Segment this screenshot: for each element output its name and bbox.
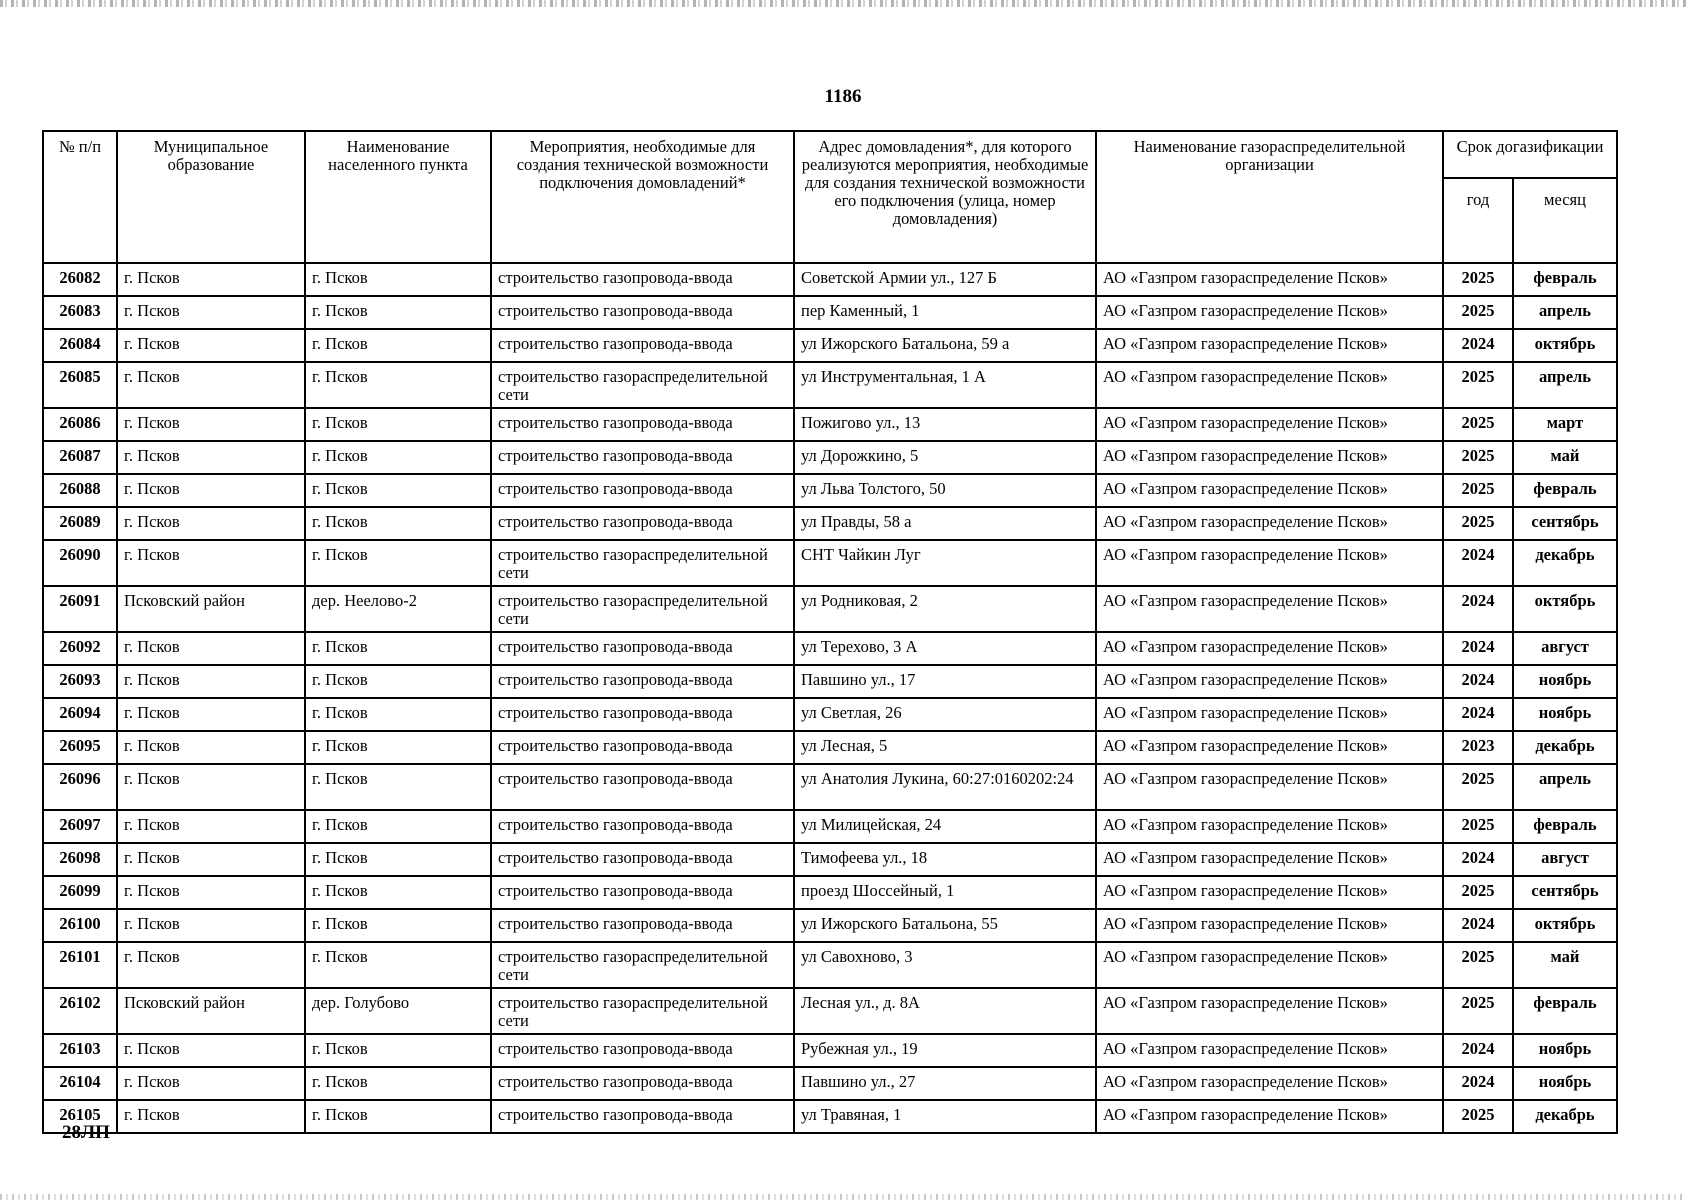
footer-code: 28ЛП [62, 1122, 110, 1143]
header-municipality: Муниципальное образование [117, 131, 305, 263]
settlement-cell: г. Псков [305, 329, 491, 362]
measure-cell: строительство газопровода-ввода [491, 408, 794, 441]
table-row [43, 1034, 1617, 1067]
organization-cell: АО «Газпром газораспределение Псков» [1096, 810, 1443, 843]
municipality-cell: г. Псков [117, 296, 305, 329]
row-number-cell: 26097 [43, 810, 117, 843]
row-number-cell: 26104 [43, 1067, 117, 1100]
month-cell: декабрь [1513, 731, 1617, 764]
settlement-cell: г. Псков [305, 810, 491, 843]
municipality-cell: г. Псков [117, 731, 305, 764]
settlement-cell: г. Псков [305, 1034, 491, 1067]
scan-edge-bottom [0, 1194, 1686, 1200]
municipality-cell: г. Псков [117, 263, 305, 296]
measure-cell: строительство газопровода-ввода [491, 441, 794, 474]
header-measures: Мероприятия, необходимые для создания технической возможности подключения домовладений* [491, 131, 794, 263]
table-row [43, 329, 1617, 362]
month-cell: сентябрь [1513, 507, 1617, 540]
month-cell: август [1513, 632, 1617, 665]
year-cell: 2024 [1443, 586, 1513, 632]
table-row [43, 698, 1617, 731]
measure-cell: строительство газопровода-ввода [491, 632, 794, 665]
measure-cell: строительство газопровода-ввода [491, 665, 794, 698]
settlement-cell: г. Псков [305, 942, 491, 988]
settlement-cell: г. Псков [305, 507, 491, 540]
municipality-cell: г. Псков [117, 329, 305, 362]
organization-cell: АО «Газпром газораспределение Псков» [1096, 698, 1443, 731]
row-number-cell: 26087 [43, 441, 117, 474]
organization-cell: АО «Газпром газораспределение Псков» [1096, 909, 1443, 942]
measure-cell: строительство газопровода-ввода [491, 810, 794, 843]
measure-cell: строительство газопровода-ввода [491, 296, 794, 329]
organization-cell: АО «Газпром газораспределение Псков» [1096, 1100, 1443, 1133]
municipality-cell: г. Псков [117, 876, 305, 909]
organization-cell: АО «Газпром газораспределение Псков» [1096, 988, 1443, 1034]
year-cell: 2025 [1443, 441, 1513, 474]
address-cell: проезд Шоссейный, 1 [794, 876, 1096, 909]
municipality-cell: г. Псков [117, 507, 305, 540]
measure-cell: строительство газопровода-ввода [491, 507, 794, 540]
municipality-cell: г. Псков [117, 632, 305, 665]
organization-cell: АО «Газпром газораспределение Псков» [1096, 329, 1443, 362]
settlement-cell: г. Псков [305, 632, 491, 665]
municipality-cell: г. Псков [117, 843, 305, 876]
address-cell: ул Савохново, 3 [794, 942, 1096, 988]
year-cell: 2024 [1443, 1067, 1513, 1100]
organization-cell: АО «Газпром газораспределение Псков» [1096, 586, 1443, 632]
month-cell: май [1513, 441, 1617, 474]
table-row [43, 988, 1617, 1034]
address-cell: Лесная ул., д. 8А [794, 988, 1096, 1034]
table-row [43, 1100, 1617, 1133]
year-cell: 2024 [1443, 909, 1513, 942]
address-cell: Тимофеева ул., 18 [794, 843, 1096, 876]
table-row [43, 942, 1617, 988]
year-cell: 2024 [1443, 540, 1513, 586]
settlement-cell: г. Псков [305, 474, 491, 507]
row-number-cell: 26092 [43, 632, 117, 665]
organization-cell: АО «Газпром газораспределение Псков» [1096, 876, 1443, 909]
address-cell: ул Лесная, 5 [794, 731, 1096, 764]
settlement-cell: г. Псков [305, 698, 491, 731]
measure-cell: строительство газопровода-ввода [491, 1100, 794, 1133]
measure-cell: строительство газопровода-ввода [491, 909, 794, 942]
address-cell: ул Терехово, 3 А [794, 632, 1096, 665]
year-cell: 2025 [1443, 362, 1513, 408]
municipality-cell: г. Псков [117, 474, 305, 507]
municipality-cell: г. Псков [117, 665, 305, 698]
organization-cell: АО «Газпром газораспределение Псков» [1096, 441, 1443, 474]
measure-cell: строительство газораспределительной сети [491, 362, 794, 408]
header-year: год [1443, 178, 1513, 263]
year-cell: 2024 [1443, 698, 1513, 731]
table-row [43, 764, 1617, 810]
table-row [43, 540, 1617, 586]
settlement-cell: г. Псков [305, 441, 491, 474]
measure-cell: строительство газораспределительной сети [491, 540, 794, 586]
measure-cell: строительство газопровода-ввода [491, 843, 794, 876]
row-number-cell: 26086 [43, 408, 117, 441]
month-cell: декабрь [1513, 1100, 1617, 1133]
municipality-cell: г. Псков [117, 764, 305, 810]
organization-cell: АО «Газпром газораспределение Псков» [1096, 540, 1443, 586]
address-cell: Павшино ул., 17 [794, 665, 1096, 698]
row-number-cell: 26085 [43, 362, 117, 408]
settlement-cell: г. Псков [305, 764, 491, 810]
row-number-cell: 26093 [43, 665, 117, 698]
year-cell: 2025 [1443, 296, 1513, 329]
measure-cell: строительство газопровода-ввода [491, 263, 794, 296]
address-cell: ул Милицейская, 24 [794, 810, 1096, 843]
gasification-table [42, 130, 1618, 1134]
organization-cell: АО «Газпром газораспределение Псков» [1096, 764, 1443, 810]
row-number-cell: 26084 [43, 329, 117, 362]
year-cell: 2024 [1443, 843, 1513, 876]
measure-cell: строительство газораспределительной сети [491, 988, 794, 1034]
year-cell: 2025 [1443, 942, 1513, 988]
table-row [43, 632, 1617, 665]
organization-cell: АО «Газпром газораспределение Псков» [1096, 1034, 1443, 1067]
row-number-cell: 26089 [43, 507, 117, 540]
address-cell: ул Правды, 58 а [794, 507, 1096, 540]
settlement-cell: г. Псков [305, 362, 491, 408]
table-row [43, 408, 1617, 441]
address-cell: ул Инструментальная, 1 А [794, 362, 1096, 408]
month-cell: апрель [1513, 296, 1617, 329]
row-number-cell: 26090 [43, 540, 117, 586]
measure-cell: строительство газопровода-ввода [491, 731, 794, 764]
row-number-cell: 26103 [43, 1034, 117, 1067]
month-cell: сентябрь [1513, 876, 1617, 909]
year-cell: 2025 [1443, 988, 1513, 1034]
municipality-cell: г. Псков [117, 1034, 305, 1067]
organization-cell: АО «Газпром газораспределение Псков» [1096, 296, 1443, 329]
address-cell: ул Ижорского Батальона, 55 [794, 909, 1096, 942]
measure-cell: строительство газораспределительной сети [491, 586, 794, 632]
row-number-cell: 26094 [43, 698, 117, 731]
organization-cell: АО «Газпром газораспределение Псков» [1096, 408, 1443, 441]
organization-cell: АО «Газпром газораспределение Псков» [1096, 362, 1443, 408]
header-address: Адрес домовладения*, для которого реализуются мероприятия, необходимые для создания технической возможности его подключения (улица, номер домовладения) [794, 131, 1096, 263]
month-cell: февраль [1513, 988, 1617, 1034]
table-row [43, 665, 1617, 698]
settlement-cell: г. Псков [305, 263, 491, 296]
month-cell: декабрь [1513, 540, 1617, 586]
organization-cell: АО «Газпром газораспределение Псков» [1096, 942, 1443, 988]
municipality-cell: г. Псков [117, 441, 305, 474]
row-number-cell: 26091 [43, 586, 117, 632]
table-row [43, 263, 1617, 296]
month-cell: апрель [1513, 362, 1617, 408]
table-row [43, 876, 1617, 909]
month-cell: февраль [1513, 810, 1617, 843]
table-row [43, 1067, 1617, 1100]
row-number-cell: 26100 [43, 909, 117, 942]
address-cell: ул Дорожкино, 5 [794, 441, 1096, 474]
row-number-cell: 26101 [43, 942, 117, 988]
measure-cell: строительство газопровода-ввода [491, 1034, 794, 1067]
settlement-cell: дер. Неелово-2 [305, 586, 491, 632]
settlement-cell: г. Псков [305, 408, 491, 441]
settlement-cell: г. Псков [305, 665, 491, 698]
address-cell: СНТ Чайкин Луг [794, 540, 1096, 586]
municipality-cell: Псковский район [117, 586, 305, 632]
measure-cell: строительство газопровода-ввода [491, 474, 794, 507]
year-cell: 2023 [1443, 731, 1513, 764]
table-row [43, 909, 1617, 942]
settlement-cell: дер. Голубово [305, 988, 491, 1034]
table-row [43, 731, 1617, 764]
address-cell: Павшино ул., 27 [794, 1067, 1096, 1100]
measure-cell: строительство газопровода-ввода [491, 329, 794, 362]
organization-cell: АО «Газпром газораспределение Псков» [1096, 843, 1443, 876]
month-cell: апрель [1513, 764, 1617, 810]
year-cell: 2024 [1443, 329, 1513, 362]
header-num: № п/п [43, 131, 117, 263]
settlement-cell: г. Псков [305, 296, 491, 329]
municipality-cell: Псковский район [117, 988, 305, 1034]
municipality-cell: г. Псков [117, 1100, 305, 1133]
settlement-cell: г. Псков [305, 1067, 491, 1100]
organization-cell: АО «Газпром газораспределение Псков» [1096, 474, 1443, 507]
address-cell: пер Каменный, 1 [794, 296, 1096, 329]
table-row [43, 362, 1617, 408]
table-row [43, 843, 1617, 876]
scan-edge-top [0, 0, 1686, 7]
header-organization: Наименование газораспределительной организации [1096, 131, 1443, 263]
year-cell: 2025 [1443, 474, 1513, 507]
municipality-cell: г. Псков [117, 540, 305, 586]
row-number-cell: 26099 [43, 876, 117, 909]
municipality-cell: г. Псков [117, 810, 305, 843]
month-cell: октябрь [1513, 586, 1617, 632]
row-number-cell: 26102 [43, 988, 117, 1034]
row-number-cell: 26083 [43, 296, 117, 329]
year-cell: 2025 [1443, 764, 1513, 810]
address-cell: ул Ижорского Батальона, 59 а [794, 329, 1096, 362]
month-cell: октябрь [1513, 329, 1617, 362]
row-number-cell: 26105 [43, 1100, 117, 1133]
row-number-cell: 26096 [43, 764, 117, 810]
header-month: месяц [1513, 178, 1617, 263]
row-number-cell: 26098 [43, 843, 117, 876]
address-cell: ул Родниковая, 2 [794, 586, 1096, 632]
row-number-cell: 26088 [43, 474, 117, 507]
address-cell: Рубежная ул., 19 [794, 1034, 1096, 1067]
address-cell: ул Анатолия Лукина, 60:27:0160202:24 [794, 764, 1096, 810]
month-cell: ноябрь [1513, 1067, 1617, 1100]
settlement-cell: г. Псков [305, 843, 491, 876]
address-cell: Пожигово ул., 13 [794, 408, 1096, 441]
measure-cell: строительство газопровода-ввода [491, 876, 794, 909]
table-body [43, 263, 1617, 1133]
address-cell: Советской Армии ул., 127 Б [794, 263, 1096, 296]
year-cell: 2025 [1443, 876, 1513, 909]
table-row [43, 810, 1617, 843]
page-number: 1186 [824, 86, 862, 107]
municipality-cell: г. Псков [117, 942, 305, 988]
month-cell: февраль [1513, 474, 1617, 507]
month-cell: ноябрь [1513, 1034, 1617, 1067]
year-cell: 2025 [1443, 408, 1513, 441]
table-row [43, 474, 1617, 507]
month-cell: май [1513, 942, 1617, 988]
year-cell: 2024 [1443, 1034, 1513, 1067]
municipality-cell: г. Псков [117, 362, 305, 408]
year-cell: 2025 [1443, 507, 1513, 540]
year-cell: 2024 [1443, 665, 1513, 698]
address-cell: ул Светлая, 26 [794, 698, 1096, 731]
settlement-cell: г. Псков [305, 731, 491, 764]
settlement-cell: г. Псков [305, 1100, 491, 1133]
organization-cell: АО «Газпром газораспределение Псков» [1096, 731, 1443, 764]
month-cell: октябрь [1513, 909, 1617, 942]
measure-cell: строительство газопровода-ввода [491, 698, 794, 731]
municipality-cell: г. Псков [117, 408, 305, 441]
settlement-cell: г. Псков [305, 909, 491, 942]
row-number-cell: 26082 [43, 263, 117, 296]
organization-cell: АО «Газпром газораспределение Псков» [1096, 632, 1443, 665]
year-cell: 2025 [1443, 1100, 1513, 1133]
organization-cell: АО «Газпром газораспределение Псков» [1096, 1067, 1443, 1100]
measure-cell: строительство газопровода-ввода [491, 1067, 794, 1100]
municipality-cell: г. Псков [117, 909, 305, 942]
year-cell: 2025 [1443, 810, 1513, 843]
month-cell: август [1513, 843, 1617, 876]
measure-cell: строительство газораспределительной сети [491, 942, 794, 988]
organization-cell: АО «Газпром газораспределение Псков» [1096, 507, 1443, 540]
organization-cell: АО «Газпром газораспределение Псков» [1096, 263, 1443, 296]
address-cell: ул Травяная, 1 [794, 1100, 1096, 1133]
header-settlement: Наименование населенного пункта [305, 131, 491, 263]
month-cell: ноябрь [1513, 698, 1617, 731]
table-row [43, 586, 1617, 632]
table-row [43, 441, 1617, 474]
header-deadline: Срок догазификации [1443, 131, 1617, 178]
month-cell: март [1513, 408, 1617, 441]
organization-cell: АО «Газпром газораспределение Псков» [1096, 665, 1443, 698]
month-cell: февраль [1513, 263, 1617, 296]
settlement-cell: г. Псков [305, 876, 491, 909]
table-row [43, 296, 1617, 329]
measure-cell: строительство газопровода-ввода [491, 764, 794, 810]
year-cell: 2024 [1443, 632, 1513, 665]
table-row [43, 507, 1617, 540]
municipality-cell: г. Псков [117, 1067, 305, 1100]
month-cell: ноябрь [1513, 665, 1617, 698]
row-number-cell: 26095 [43, 731, 117, 764]
settlement-cell: г. Псков [305, 540, 491, 586]
municipality-cell: г. Псков [117, 698, 305, 731]
year-cell: 2025 [1443, 263, 1513, 296]
address-cell: ул Льва Толстого, 50 [794, 474, 1096, 507]
